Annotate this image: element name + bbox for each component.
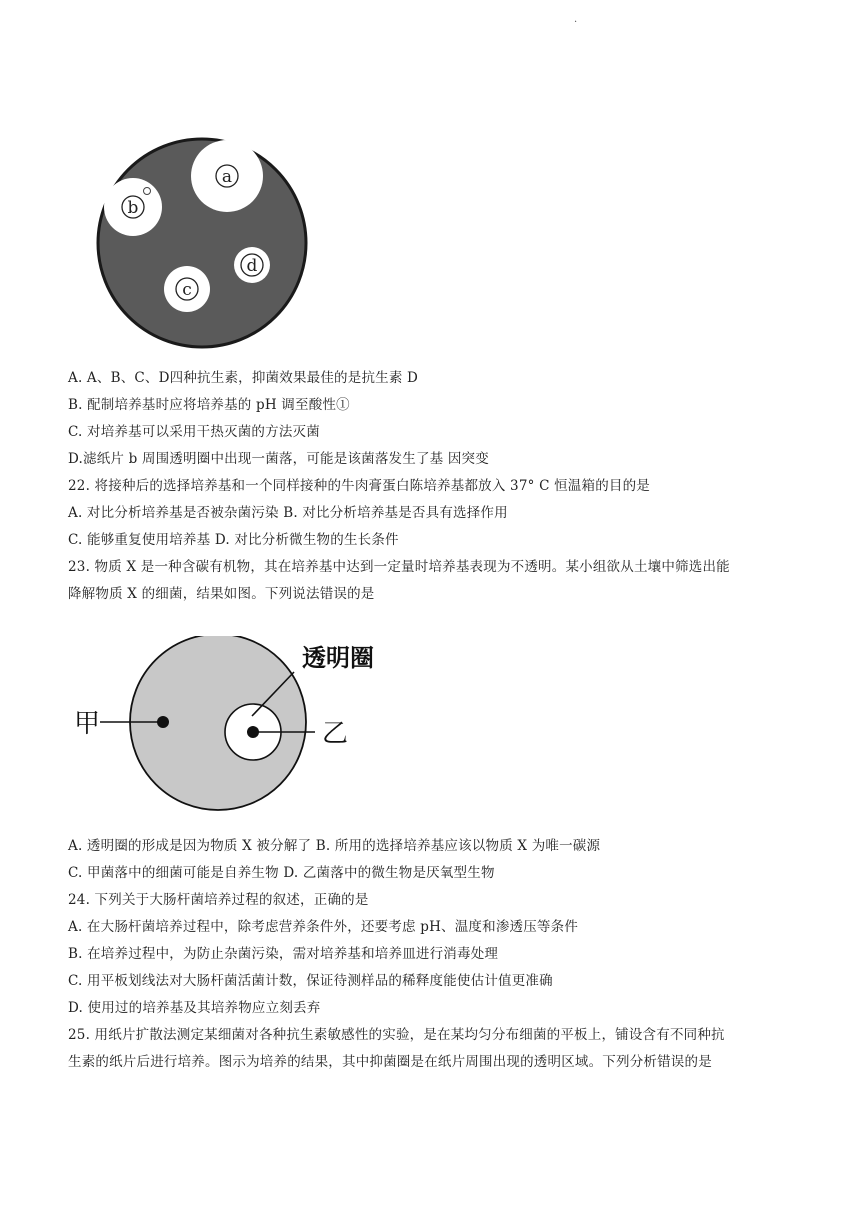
q22-stem: 22. 将接种后的选择培养基和一个同样接种的牛肉膏蛋白陈培养基都放入 37° C 恒温箱的目的是	[68, 478, 650, 494]
disc-d-label: d	[246, 256, 258, 276]
disc-a	[191, 140, 263, 212]
q25-stem-line1: 25. 用纸片扩散法测定某细菌对各种抗生素敏感性的实验，是在某均匀分布细菌的平板上，铺设含有不同种抗	[68, 1027, 725, 1043]
disc-b	[104, 178, 162, 236]
page-mark: .	[574, 14, 578, 25]
label-jia: 甲	[74, 709, 101, 739]
antibiotic-plate-figure	[84, 135, 320, 351]
q21-option-a: A. A、B、C、D四种抗生素，抑菌效果最佳的是抗生素 D	[68, 370, 419, 386]
disc-a-label: a	[221, 167, 233, 187]
disc-c	[164, 266, 210, 312]
q22-options-cd: C. 能够重复使用培养基 D. 对比分析微生物的生长条件	[68, 532, 399, 548]
q24-option-b: B. 在培养过程中，为防止杂菌污染，需对培养基和培养皿进行消毒处理	[68, 946, 499, 962]
label-transparent-circle: 透明圈	[302, 644, 374, 672]
colony-jia	[157, 716, 169, 728]
q23-options-cd: C. 甲菌落中的细菌可能是自养生物 D. 乙菌落中的微生物是厌氧型生物	[68, 865, 495, 881]
q24-stem: 24. 下列关于大肠杆菌培养过程的叙述，正确的是	[68, 892, 369, 908]
disc-c-label: c	[182, 280, 192, 300]
q24-option-a: A. 在大肠杆菌培养过程中，除考虑营养条件外，还要考虑 pH、温度和渗透压等条件	[68, 919, 579, 935]
q24-option-c: C. 用平板划线法对大肠杆菌活菌计数，保证待测样品的稀释度能使估计值更准确	[68, 973, 553, 989]
q21-option-b: B. 配制培养基时应将培养基的 pH 调至酸性①	[68, 397, 350, 413]
q23-options-ab: A. 透明圈的形成是因为物质 X 被分解了 B. 所用的选择培养基应该以物质 X 为唯一碳源	[68, 838, 601, 854]
label-yi: 乙	[322, 719, 349, 749]
q21-option-c: C. 对培养基可以采用干热灭菌的方法灭菌	[68, 424, 320, 440]
q24-option-d: D. 使用过的培养基及其培养物应立刻丢弃	[68, 1000, 321, 1016]
disc-d	[234, 247, 270, 283]
q25-stem-line2: 生素的纸片后进行培养。图示为培养的结果，其中抑菌圈是在纸片周围出现的透明区域。下列分析错误的是	[68, 1054, 712, 1070]
colony-yi	[247, 726, 259, 738]
disc-b-label: b	[127, 198, 139, 218]
q22-options-ab: A. 对比分析培养基是否被杂菌污染 B. 对比分析培养基是否具有选择作用	[68, 505, 508, 521]
q23-stem-line2: 降解物质 X 的细菌，结果如图。下列说法错误的是	[68, 586, 375, 602]
colony-plate-figure	[72, 636, 402, 836]
q23-stem-line1: 23. 物质 X 是一种含碳有机物，其在培养基中达到一定量时培养基表现为不透明。某小组欲从土壤中筛选出能	[68, 559, 730, 575]
q21-option-d: D.滤纸片 b 周围透明圈中出现一菌落，可能是该菌落发生了基 因突变	[68, 451, 489, 467]
